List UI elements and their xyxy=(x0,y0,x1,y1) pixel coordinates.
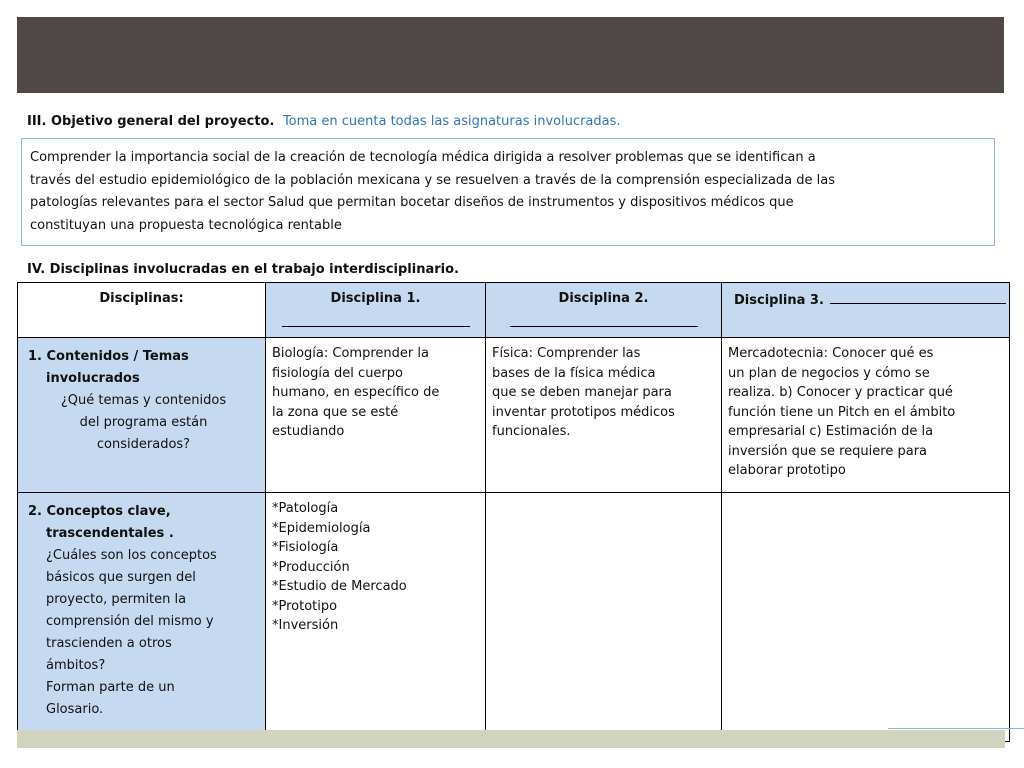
section-4-heading: IV. Disciplinas involucradas en el trabajo interdisciplinario. xyxy=(27,262,459,277)
cell-line: fisiología del cuerpo xyxy=(272,365,403,381)
row-question-line: Forman parte de un xyxy=(46,680,175,695)
row-question-line: considerados? xyxy=(96,437,191,452)
row-question-line: ¿Qué temas y contenidos xyxy=(60,393,227,408)
header-disciplina-2-label: Disciplina 2. xyxy=(558,291,649,306)
cell-line: Mercadotecnia: Conocer qué es xyxy=(728,346,934,361)
row-question-line: ámbitos? xyxy=(46,658,106,673)
cell-line: la zona que se esté xyxy=(272,404,399,420)
row-question-line: trascienden a otros xyxy=(46,636,172,651)
cell-line: humano, en específico de xyxy=(272,385,440,400)
table-row-contenidos xyxy=(18,338,1010,493)
cell-line: realiza. b) Conocer y practicar qué xyxy=(728,385,953,400)
header-disciplina-2 xyxy=(486,283,722,338)
cell-conceptos-disciplina-3 xyxy=(722,493,1010,742)
row-title: trascendentales . xyxy=(46,526,174,541)
cell-disciplina-1 xyxy=(266,338,486,493)
objective-box xyxy=(21,138,995,246)
cell-line: empresarial c) Estimación de la xyxy=(728,424,934,439)
cell-disciplina-2 xyxy=(486,338,722,493)
footer-bar xyxy=(17,730,1005,748)
header-disciplina-1-label: Disciplina 1. xyxy=(330,291,421,306)
cell-line: función tiene un Pitch en el ámbito xyxy=(728,404,956,420)
cell-conceptos-disciplina-2 xyxy=(486,493,722,742)
row-header-conceptos xyxy=(18,493,266,742)
row-question-line: ¿Cuáles son los conceptos xyxy=(46,548,217,563)
cell-line: un plan de negocios y cómo se xyxy=(728,365,930,381)
footer-divider xyxy=(888,728,1024,729)
cell-line: Física: Comprender las xyxy=(492,346,641,361)
objective-line: constituyan una propuesta tecnológica rentable xyxy=(30,217,342,233)
list-item: *Producción xyxy=(272,559,350,575)
row-question-line: Glosario. xyxy=(46,702,104,717)
row-question-line: del programa están xyxy=(79,415,208,430)
row-question-line: comprensión del mismo y xyxy=(46,614,214,629)
objective-line: patologías relevantes para el sector Salud que permitan bocetar diseños de instrumentos y dispositivos médicos que xyxy=(30,195,794,210)
cell-line: inversión que se requiere para xyxy=(728,443,927,459)
header-disciplina-3 xyxy=(722,283,1010,338)
row-question-line: básicos que surgen del xyxy=(46,570,196,585)
table-header-row xyxy=(18,283,1010,338)
row-header-contenidos xyxy=(18,338,266,493)
cell-line: Biología: Comprender la xyxy=(272,346,429,361)
cell-conceptos-disciplina-1 xyxy=(266,493,486,742)
header-disciplina-3-label: Disciplina 3. xyxy=(734,293,824,308)
list-item: *Estudio de Mercado xyxy=(272,579,407,594)
objective-line: Comprender la importancia social de la creación de tecnología médica dirigida a resolver problemas que se identifican a xyxy=(30,150,816,165)
top-banner xyxy=(17,17,1004,93)
cell-line: elaborar prototipo xyxy=(728,463,846,478)
objective-line: través del estudio epidemiológico de la población mexicana y se resuelven a través de la comprensión especializada de las xyxy=(30,172,835,188)
list-item: *Inversión xyxy=(272,618,339,633)
cell-line: funcionales. xyxy=(492,424,571,439)
blank-line xyxy=(282,326,470,327)
row-title: 1. Contenidos / Temas xyxy=(28,349,189,364)
list-item: *Epidemiología xyxy=(272,520,371,536)
cell-line: que se deben manejar para xyxy=(492,385,672,400)
header-disciplinas: Disciplinas: xyxy=(18,283,266,338)
list-item: *Patología xyxy=(272,501,339,516)
row-title: 2. Conceptos clave, xyxy=(28,504,171,519)
header-disciplina-1 xyxy=(266,283,486,338)
row-title: involucrados xyxy=(46,371,140,386)
row-question-line: proyecto, permiten la xyxy=(46,592,187,607)
cell-disciplina-3 xyxy=(722,338,1010,493)
cell-line: estudiando xyxy=(272,424,345,439)
blank-line xyxy=(510,326,698,327)
section-3-title: III. Objetivo general del proyecto. xyxy=(27,114,275,129)
cell-line: inventar prototipos médicos xyxy=(492,404,675,420)
cell-line: bases de la física médica xyxy=(492,365,656,381)
section-3-note: Toma en cuenta todas las asignaturas involucradas. xyxy=(282,114,621,129)
list-item: *Prototipo xyxy=(272,598,338,614)
list-item: *Fisiología xyxy=(272,540,339,555)
disciplines-table xyxy=(17,282,1010,742)
concepts-list xyxy=(272,499,479,636)
blank-line xyxy=(830,291,1006,304)
table-row-conceptos xyxy=(18,493,1010,742)
section-3-heading xyxy=(27,114,621,129)
